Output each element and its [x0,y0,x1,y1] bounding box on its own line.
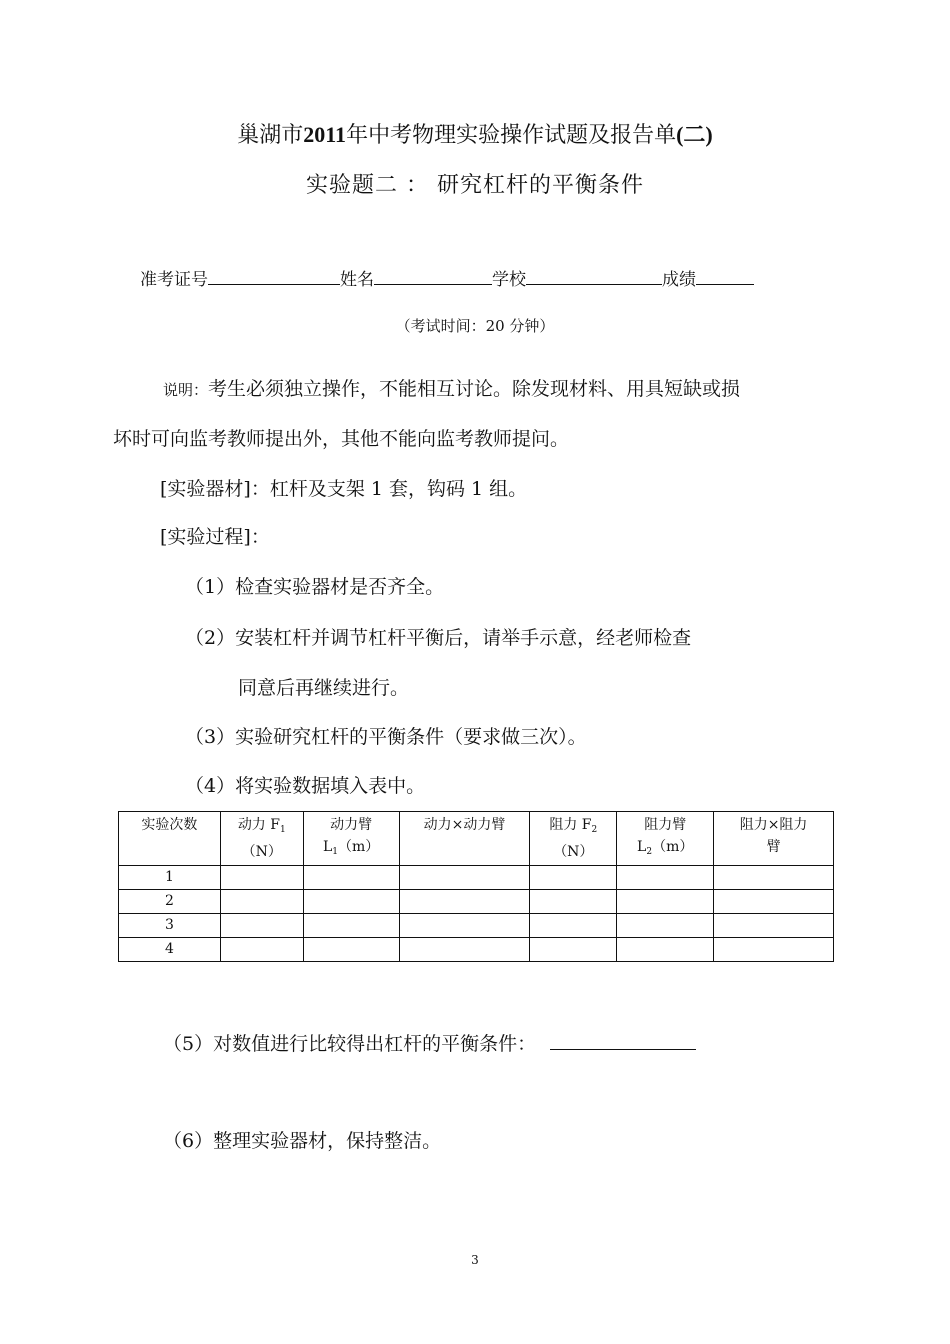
table-cell[interactable] [303,938,399,962]
experiment-subtitle: 实验题二 ： 研究杠杆的平衡条件 [306,173,644,198]
table-cell[interactable] [714,890,834,914]
step-2: （2）安装杠杆并调节杠杆平衡后，请举手示意，经老师检查 [185,627,692,649]
table-header-row [119,812,834,866]
page-title: 巢湖市2011年中考物理实验操作试题及报告单(二) [237,122,713,148]
table-cell[interactable] [617,866,714,890]
step-6: （6）整理实验器材，保持整洁。 [163,1130,442,1152]
note-line-1: 说明：考生必须独立操作，不能相互讨论。除发现材料、用具短缺或损 [163,378,741,400]
table-cell[interactable] [714,866,834,890]
note-label: 说明： [163,381,209,399]
table-cell[interactable] [530,914,617,938]
col-header-trial: 实验次数 [119,812,221,866]
table-row [119,890,834,914]
table-row [119,938,834,962]
table-cell[interactable] [399,866,530,890]
trial-number: 3 [119,914,221,938]
school-label: 学校 [492,270,526,290]
col-header-moment1: 动力×动力臂 [399,812,530,866]
table-cell[interactable] [399,914,530,938]
trial-number: 4 [119,938,221,962]
step-4: （4）将实验数据填入表中。 [185,775,426,797]
data-table [118,811,834,962]
candidate-info-row [140,265,754,290]
process-label: [实验过程]： [160,526,270,548]
step-1: （1）检查实验器材是否齐全。 [185,576,445,598]
equipment-line: [实验器材]：杠杆及支架 1 套，钩码 1 组。 [160,478,528,500]
table-cell[interactable] [303,890,399,914]
table-cell[interactable] [530,890,617,914]
table-cell[interactable] [399,938,530,962]
balance-condition-field[interactable] [550,1027,696,1050]
name-label: 姓名 [340,270,374,290]
step-5: （5）对数值进行比较得出杠杆的平衡条件： [163,1027,696,1056]
table-cell[interactable] [617,890,714,914]
table-cell[interactable] [220,890,303,914]
table-cell[interactable] [617,938,714,962]
table-cell[interactable] [220,938,303,962]
col-header-moment2: 阻力×阻力 臂 [714,812,834,866]
score-field[interactable] [696,266,754,285]
exam-id-field[interactable] [208,266,340,285]
table-cell[interactable] [220,866,303,890]
table-cell[interactable] [220,914,303,938]
col-header-arm2: 阻力臂 $L_2(m)$ [617,812,714,866]
table-cell[interactable] [530,938,617,962]
exam-id-label: 准考证号 [140,270,208,290]
step-2-continued: 同意后再继续进行。 [238,677,410,699]
school-field[interactable] [526,266,662,285]
table-cell[interactable] [530,866,617,890]
col-header-force2: 阻力 $F_2$ （N） [530,812,617,866]
table-cell[interactable] [714,914,834,938]
page-number: 3 [471,1253,479,1267]
table-cell[interactable] [303,866,399,890]
table-cell[interactable] [617,914,714,938]
table-cell[interactable] [399,890,530,914]
trial-number: 1 [119,866,221,890]
table-cell[interactable] [714,938,834,962]
col-header-arm1: 动力臂 $L_1(m)$ [303,812,399,866]
table-row [119,914,834,938]
step-3: （3）实验研究杠杆的平衡条件（要求做三次）。 [185,726,587,748]
score-label: 成绩 [662,270,696,290]
exam-time: （考试时间：20 分钟） [395,317,555,335]
trial-number: 2 [119,890,221,914]
name-field[interactable] [374,266,492,285]
table-cell[interactable] [303,914,399,938]
col-header-force1: 动力 $F_1$ （N） [220,812,303,866]
note-line-2: 坏时可向监考教师提出外，其他不能向监考教师提问。 [113,428,570,450]
table-row [119,866,834,890]
